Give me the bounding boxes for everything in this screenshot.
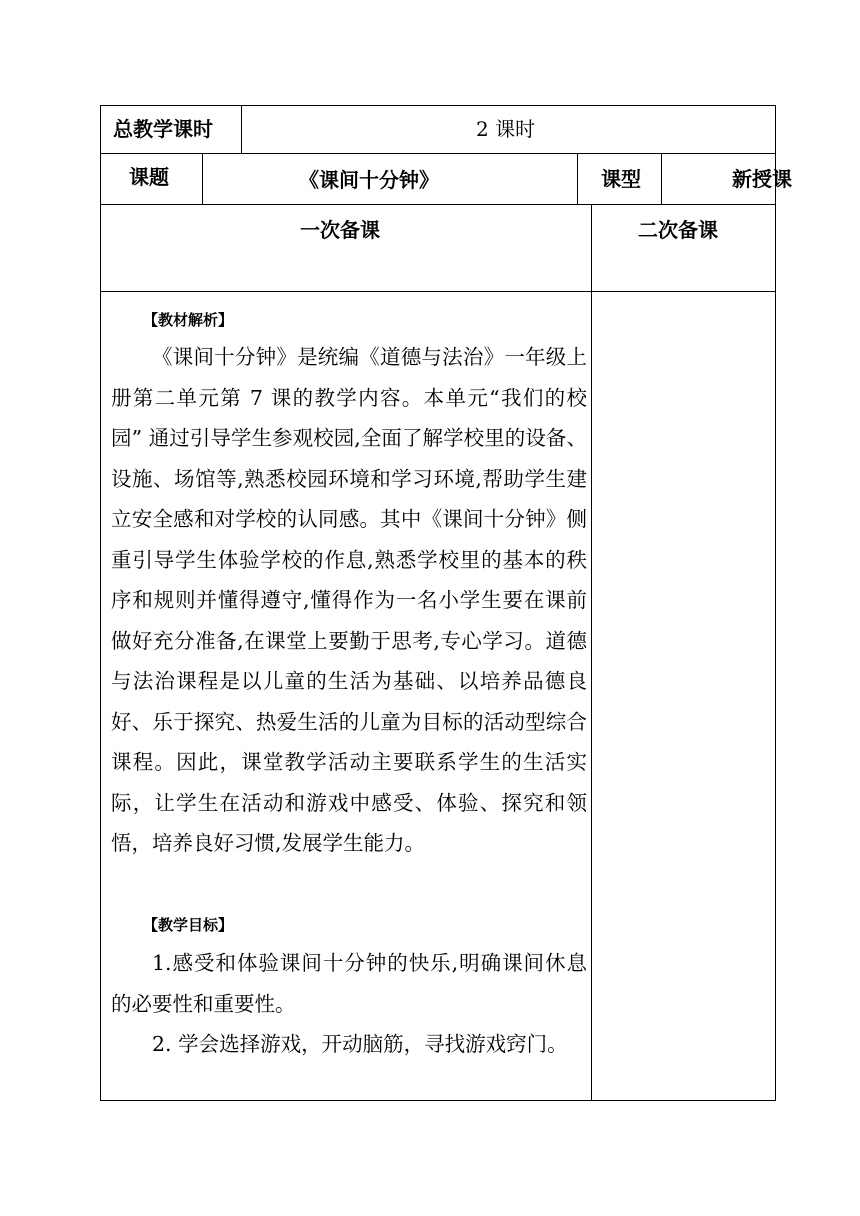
- total-hours-value: 2 课时: [476, 117, 536, 141]
- analysis-text-block: [111, 337, 587, 864]
- row-content: [100, 291, 776, 1101]
- first-prep-label: 一次备课: [300, 218, 380, 242]
- first-prep-header-cell: [101, 205, 592, 291]
- total-hours-value-cell: [242, 106, 775, 153]
- goal-item-1: 1.感受和体验课间十分钟的快乐,明确课间休息的必要性和重要性。: [111, 951, 587, 1016]
- second-prep-label: 二次备课: [638, 218, 718, 242]
- second-prep-header-cell: [592, 205, 775, 291]
- goals-heading: 【教学目标】: [143, 916, 234, 934]
- goals-text-block: [111, 943, 587, 1065]
- topic-label-cell: [101, 154, 203, 204]
- analysis-paragraph: 《课间十分钟》是统编《道德与法治》一年级上册第二单元第 7 课的教学内容。本单元“我们的校园” 通过引导学生参观校园,全面了解学校里的设备、设施、场馆等,熟悉校园环境和学习环境,帮助学生建立安全感和对学校的认同感。其中《课间十分钟》侧重引导学生体验学校的作息,熟悉学校里的基本的秩序和规则并懂得遵守,懂得作为一名小学生要在课前做好充分准备,在课堂上要勤于思考,专心学习。道德与法治课程是以儿童的生活为基础、以培养品德良好、乐于探究、热爱生活的儿童为目标的活动型综合课程。因此，课堂教学活动主要联系学生的生活实际，让学生在活动和游戏中感受、体验、探究和领悟，培养良好习惯,发展学生能力。: [111, 345, 587, 855]
- type-label: 课型: [601, 167, 641, 191]
- type-value-cell: [662, 154, 792, 204]
- total-hours-label: 总教学课时: [113, 117, 213, 141]
- topic-value-cell: [203, 154, 578, 204]
- type-label-cell: [578, 154, 662, 204]
- analysis-heading: 【教材解析】: [143, 311, 234, 329]
- row-total-hours: [100, 105, 776, 153]
- type-value: 新授课: [732, 167, 792, 191]
- topic-value: 《课间十分钟》: [299, 168, 439, 192]
- total-hours-label-cell: [101, 106, 242, 153]
- row-prep-headers: [100, 204, 776, 291]
- first-prep-content-cell: [101, 292, 592, 1100]
- row-topic: [100, 153, 792, 204]
- goal-item-2: 2. 学会选择游戏，开动脑筋，寻找游戏窍门。: [152, 1032, 568, 1056]
- topic-label: 课题: [129, 165, 169, 189]
- second-prep-content-cell: [592, 292, 775, 1100]
